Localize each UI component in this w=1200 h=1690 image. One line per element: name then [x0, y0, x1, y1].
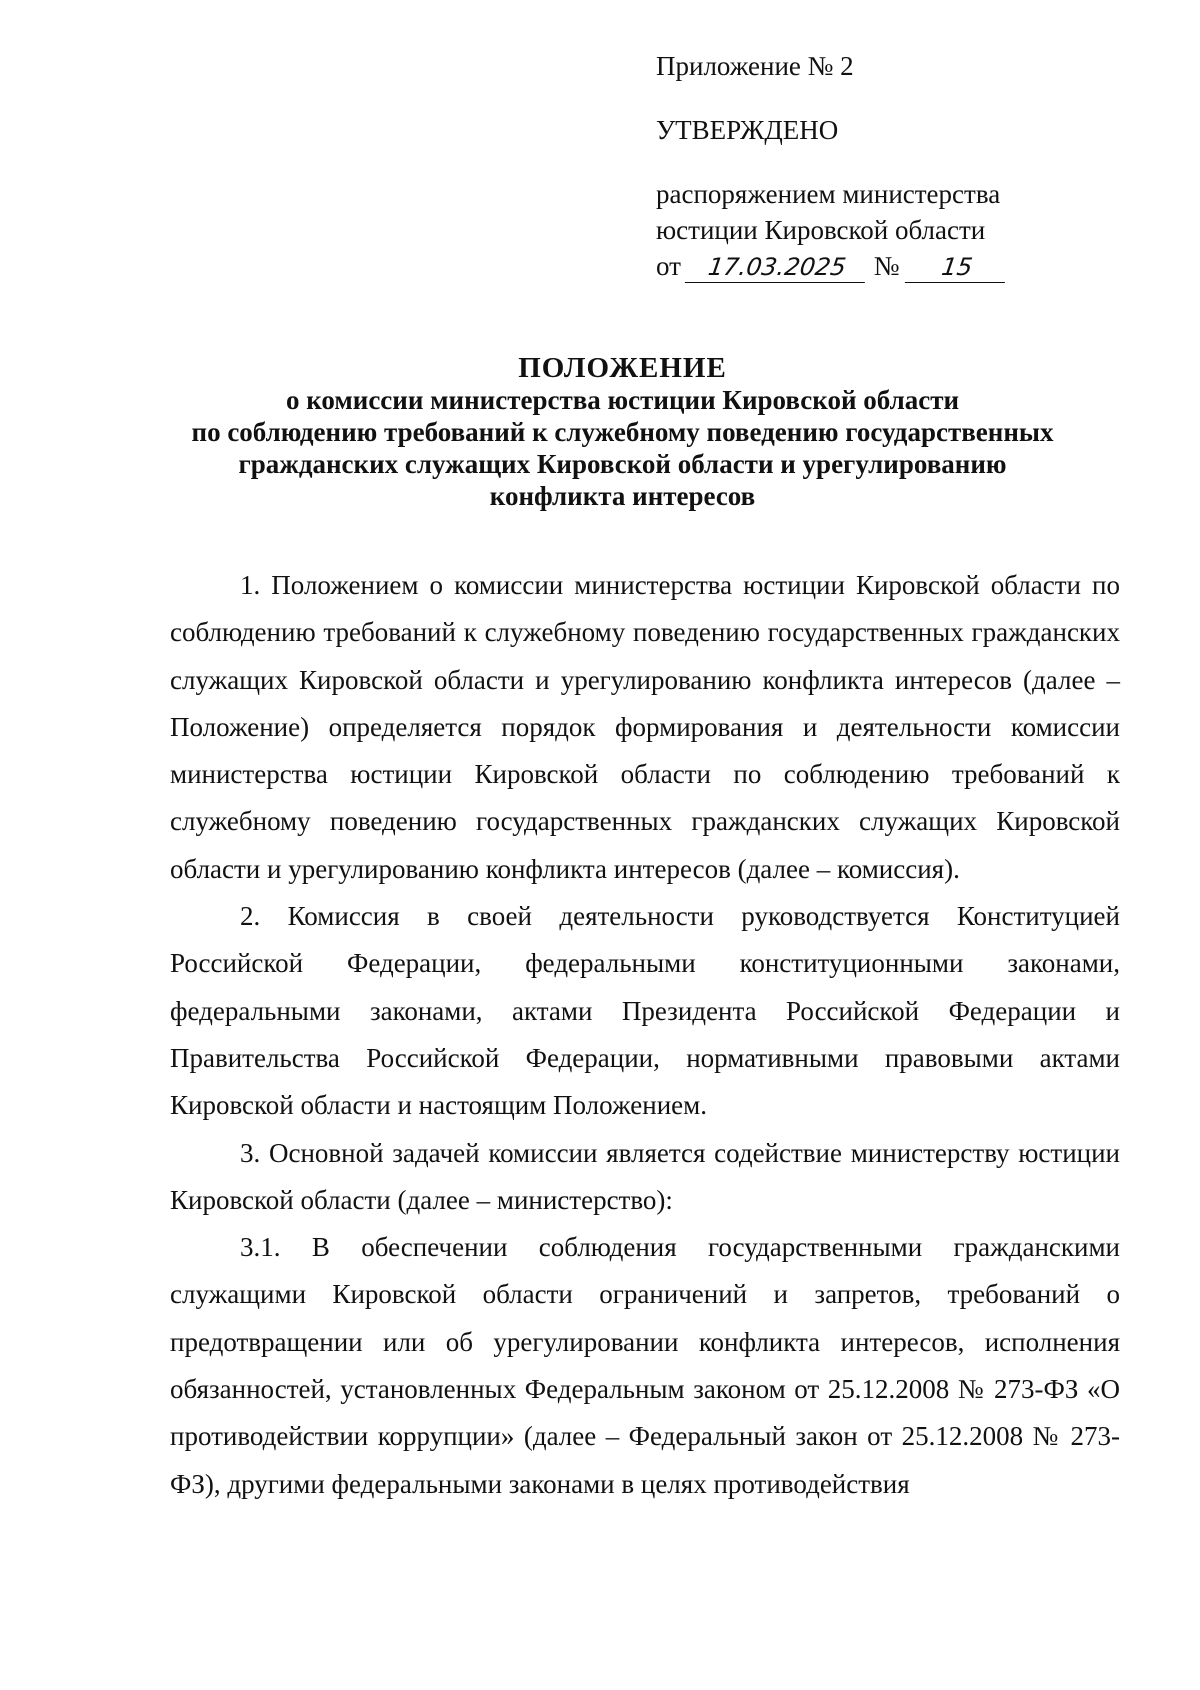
handwritten-date: 17.03.2025: [685, 252, 869, 283]
approval-stamp-block: [656, 48, 1076, 284]
title-line-2: по соблюдению требований к служебному поведению государственных: [191, 417, 1054, 447]
document-title: [140, 352, 1105, 512]
paragraph-3: 3. Основной задачей комиссии является содействие министерству юстиции Кировской области (далее – министерство):: [170, 1137, 1120, 1215]
document-body: [170, 562, 1120, 1508]
paragraph-2: 2. Комиссия в своей деятельности руководствуется Конституцией Российской Федерации, федеральными конституционными законами, федеральными законами, актами Президента Российской Федерации и Правительства Российской Федерации, нормативными правовыми актами Кировской области и настоящим Положением.: [170, 901, 1120, 1121]
annex-number: Приложение № 2: [656, 51, 854, 81]
approval-date-line: [656, 248, 1076, 284]
paragraph-1: 1. Положением о комиссии министерства юстиции Кировской области по соблюдению требований к служебному поведению государственных гражданских служащих Кировской области и урегулированию конфликта интересов (далее – Положение) определяется порядок формирования и деятельности комиссии министерства юстиции Кировской области по соблюдению требований к служебному поведению государственных гражданских служащих Кировской области и урегулированию конфликта интересов (далее – комиссия).: [170, 570, 1120, 884]
date-prefix: от: [656, 251, 681, 281]
title-main: ПОЛОЖЕНИЕ: [518, 352, 727, 384]
title-line-4: конфликта интересов: [489, 481, 756, 511]
approval-line-1: распоряжением министерства: [656, 179, 1001, 209]
handwritten-number: 15: [905, 252, 1009, 283]
title-line-3: гражданских служащих Кировской области и урегулированию: [238, 449, 1007, 479]
approval-line-2: юстиции Кировской области: [656, 215, 986, 245]
paragraph-3-1: 3.1. В обеспечении соблюдения государственными гражданскими служащими Кировской области ограничений и запретов, требований о предотвращении или об урегулировании конфликта интересов, исполнения обязанностей, установленных Федеральным законом от 25.12.2008 № 273-ФЗ «О противодействии коррупции» (далее – Федеральный закон от 25.12.2008 № 273-ФЗ), другими федеральными законами в целях противодействия: [170, 1232, 1120, 1499]
approved-heading: УТВЕРЖДЕНО: [656, 115, 839, 145]
number-prefix: №: [873, 251, 900, 281]
title-line-1: о комиссии министерства юстиции Кировской области: [285, 385, 960, 415]
